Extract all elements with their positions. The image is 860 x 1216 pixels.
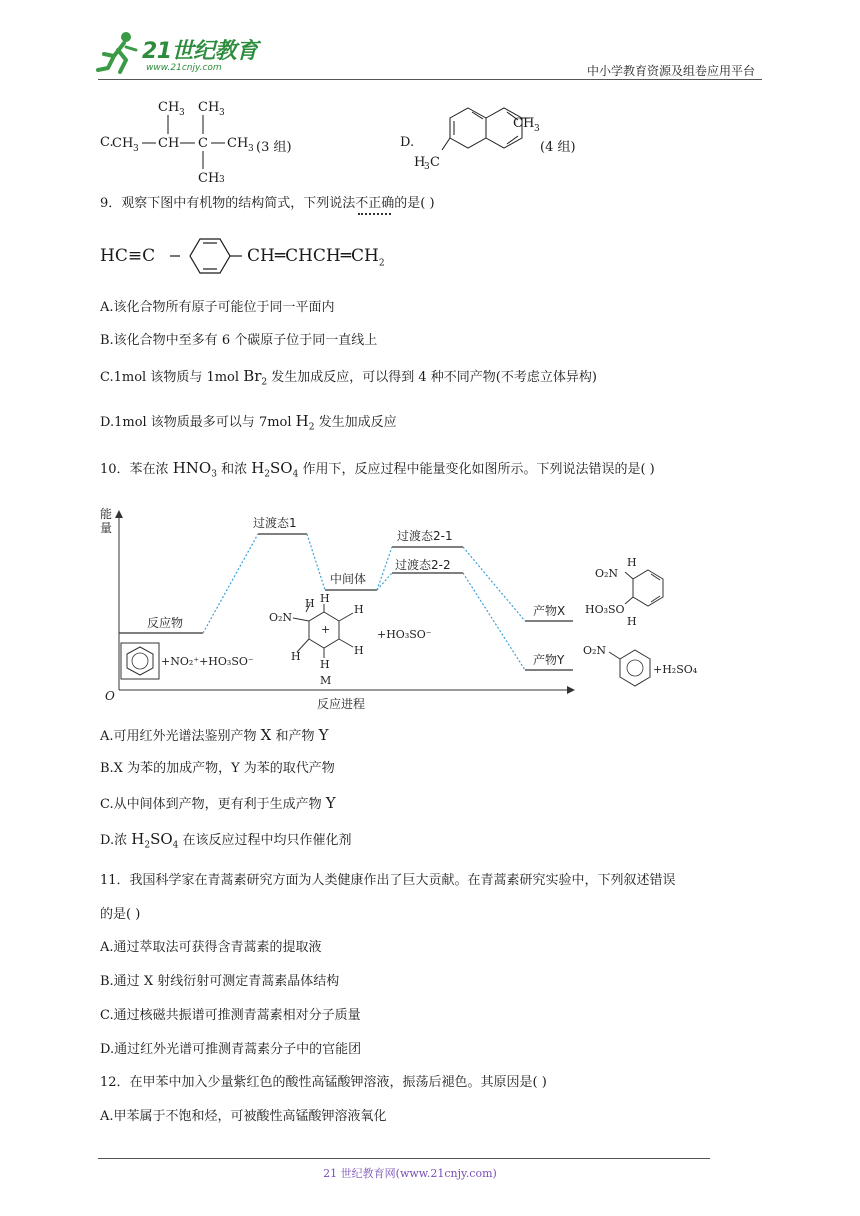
svg-text:HO₃SO: HO₃SO	[585, 603, 625, 616]
svg-text:H: H	[414, 155, 426, 170]
q9-stem	[100, 196, 435, 213]
q11-option-d: D.通过红外光谱可推测青蒿素分子中的官能团	[100, 1042, 362, 1057]
runner-logo-icon	[96, 30, 142, 80]
q11-option-c: C.通过核磁共振谱可推测青蒿素相对分子质量	[100, 1008, 361, 1023]
q12-stem: 12．在甲苯中加入少量紫红色的酸性高锰酸钾溶液，振荡后褪色。其原因是( )	[100, 1075, 547, 1090]
q10-option-b: B.X 为苯的加成产物，Y 为苯的取代产物	[100, 761, 335, 776]
q10-option-c-y: Y	[325, 794, 336, 812]
svg-text:CH: CH	[112, 136, 134, 151]
q9-option-c	[100, 367, 597, 389]
reactant-label: 反应物	[147, 616, 184, 630]
product-x-structure	[625, 570, 663, 606]
product-x-label: 产物X	[533, 604, 566, 618]
q10-option-a-mid: 和产物	[271, 729, 319, 744]
platform-title: 中小学教育资源及组卷应用平台	[586, 64, 755, 78]
svg-text:O₂N: O₂N	[595, 567, 619, 580]
q10-option-c	[100, 794, 336, 814]
q8-option-d-label: D.	[400, 135, 415, 150]
logo-url-text: www.21cnjy.com	[146, 63, 222, 73]
ts1-label: 过渡态1	[253, 516, 297, 530]
q9-option-c-reagent: Br	[243, 367, 262, 385]
reactant-formula: +NO₂⁺+HO₃SO⁻	[161, 655, 254, 668]
svg-text:CH: CH	[513, 116, 535, 131]
q10-option-a-x: X	[260, 726, 272, 744]
q9-formula-subscript: 2	[378, 258, 385, 269]
logo-brand-text: 21世纪教育	[142, 39, 258, 64]
q9-option-c-pre: C.1mol 该物质与 1mol	[100, 370, 244, 385]
q9-option-c-post: 发生加成反应，可以得到 4 种不同产物(不考虑立体异构)	[267, 370, 597, 385]
q9-option-b: B.该化合物中至多有 6 个碳原子位于同一直线上	[100, 333, 378, 348]
q10-stem-post: 作用下，反应过程中能量变化如图所示。下列说法错误的是( )	[298, 462, 655, 477]
q10-option-d-acid-so: SO	[150, 830, 173, 848]
svg-text:C: C	[198, 136, 208, 151]
svg-text:3: 3	[219, 175, 225, 185]
q9-option-c-reagent-sub: 2	[261, 377, 268, 388]
svg-text:3: 3	[219, 108, 225, 118]
q9-option-d-reagent-sub: 2	[308, 422, 315, 433]
svg-text:H: H	[320, 658, 330, 671]
ts21-label: 过渡态2-1	[397, 529, 453, 543]
q8-option-d-naphthalene-structure	[410, 98, 545, 176]
footer-divider	[98, 1158, 710, 1159]
q9-option-d-post: 发生加成反应	[314, 415, 397, 430]
header-divider	[98, 79, 762, 80]
svg-text:H: H	[291, 650, 301, 663]
y-axis-label-2: 量	[100, 521, 113, 535]
q10-acid2-sub1: 2	[264, 469, 271, 480]
svg-text:3: 3	[179, 108, 185, 118]
q10-option-a-pre: A.可用红外光谱法鉴别产物	[100, 729, 261, 744]
q9-formula-right-text: CH═CHCH═CH	[247, 246, 379, 266]
svg-text:CH: CH	[158, 136, 180, 151]
q10-option-d	[100, 830, 352, 852]
svg-text:H: H	[627, 615, 637, 628]
q8-option-c-structure	[110, 96, 260, 188]
y-axis-label-1: 能	[100, 507, 113, 521]
ts22-label: 过渡态2-2	[395, 558, 451, 572]
q11-option-b: B.通过 X 射线衍射可测定青蒿素晶体结构	[100, 974, 340, 989]
energy-diagram	[95, 500, 725, 715]
svg-text:3: 3	[534, 124, 540, 134]
q8-option-c-label: C.	[100, 135, 114, 150]
q9-option-a: A.该化合物所有原子可能位于同一平面内	[100, 300, 335, 315]
q10-acid1: HNO	[172, 459, 212, 477]
product-y-label: 产物Y	[533, 653, 565, 667]
site-logo	[96, 30, 266, 82]
svg-text:CH: CH	[198, 100, 220, 115]
q10-stem	[100, 459, 655, 481]
q10-stem-mid: 和浓	[216, 462, 252, 477]
svg-text:H: H	[354, 644, 364, 657]
x-axis-label: 反应进程	[317, 697, 366, 711]
q9-stem-prefix: 9．观察下图中有机物的结构简式，下列说法	[100, 196, 356, 211]
svg-text:C: C	[430, 155, 440, 170]
product-y-extra: +H₂SO₄	[653, 663, 698, 676]
q10-stem-pre: 10．苯在浓	[100, 462, 173, 477]
svg-text:+: +	[321, 623, 331, 636]
q11-stem-line1: 11．我国科学家在青蒿素研究方面为人类健康作出了巨大贡献。在青蒿素研究实验中，下列叙述错误	[100, 873, 676, 888]
q10-option-d-acid-sub2: 4	[172, 840, 179, 851]
q10-option-d-post: 在该反应过程中均只作催化剂	[178, 833, 352, 848]
intermediate-label: 中间体	[330, 572, 367, 586]
svg-text:3: 3	[248, 144, 254, 154]
q10-option-a	[100, 726, 329, 746]
q10-acid2-so: SO	[270, 459, 293, 477]
q10-option-a-y: Y	[318, 726, 329, 744]
svg-text:CH: CH	[198, 171, 220, 186]
svg-text:3: 3	[424, 162, 430, 172]
svg-text:H: H	[354, 603, 364, 616]
q11-stem-line2: 的是( )	[100, 907, 141, 922]
svg-text:H: H	[305, 597, 315, 610]
q9-option-d	[100, 412, 397, 434]
q10-option-c-pre: C.从中间体到产物，更有利于生成产物	[100, 797, 326, 812]
svg-text:H: H	[627, 556, 637, 569]
q8-option-c-groups: (3 组)	[256, 140, 292, 155]
svg-text:O₂N: O₂N	[269, 611, 293, 624]
q10-acid2-h: H	[251, 459, 265, 477]
q9-option-d-reagent: H	[295, 412, 309, 430]
intermediate-extra: +HO₃SO⁻	[377, 628, 432, 641]
q10-option-d-pre: D.浓	[100, 833, 132, 848]
q10-option-d-acid-h: H	[131, 830, 145, 848]
product-y-structure	[609, 650, 650, 686]
q9-option-d-pre: D.1mol 该物质最多可以与 7mol	[100, 415, 296, 430]
q11-option-a: A.通过萃取法可获得含青蒿素的提取液	[100, 940, 322, 955]
q9-stem-suffix: 的是( )	[394, 196, 435, 211]
q8-option-d-groups: (4 组)	[540, 140, 576, 155]
q9-stem-emphasis: 不正确	[355, 196, 395, 211]
q9-benzene-ring	[170, 230, 250, 284]
svg-text:H: H	[320, 592, 330, 605]
svg-text:O₂N: O₂N	[583, 644, 607, 657]
q9-formula-left: HC≡C	[100, 246, 156, 266]
reactant-benzene-icon	[127, 647, 153, 675]
intermediate-name: M	[320, 674, 332, 687]
q10-acid1-sub: 3	[211, 469, 217, 480]
q12-option-a: A.甲苯属于不饱和烃，可被酸性高锰酸钾溶液氧化	[100, 1109, 387, 1124]
svg-text:3: 3	[133, 144, 139, 154]
footer-text: 21 世纪教育网(www.21cnjy.com)	[323, 1167, 497, 1180]
q9-formula-right	[247, 246, 385, 268]
q10-acid2-sub2: 4	[292, 469, 299, 480]
q10-option-d-acid-sub1: 2	[144, 840, 151, 851]
svg-text:CH: CH	[158, 100, 180, 115]
origin-label: O	[105, 689, 115, 703]
svg-text:CH: CH	[227, 136, 249, 151]
